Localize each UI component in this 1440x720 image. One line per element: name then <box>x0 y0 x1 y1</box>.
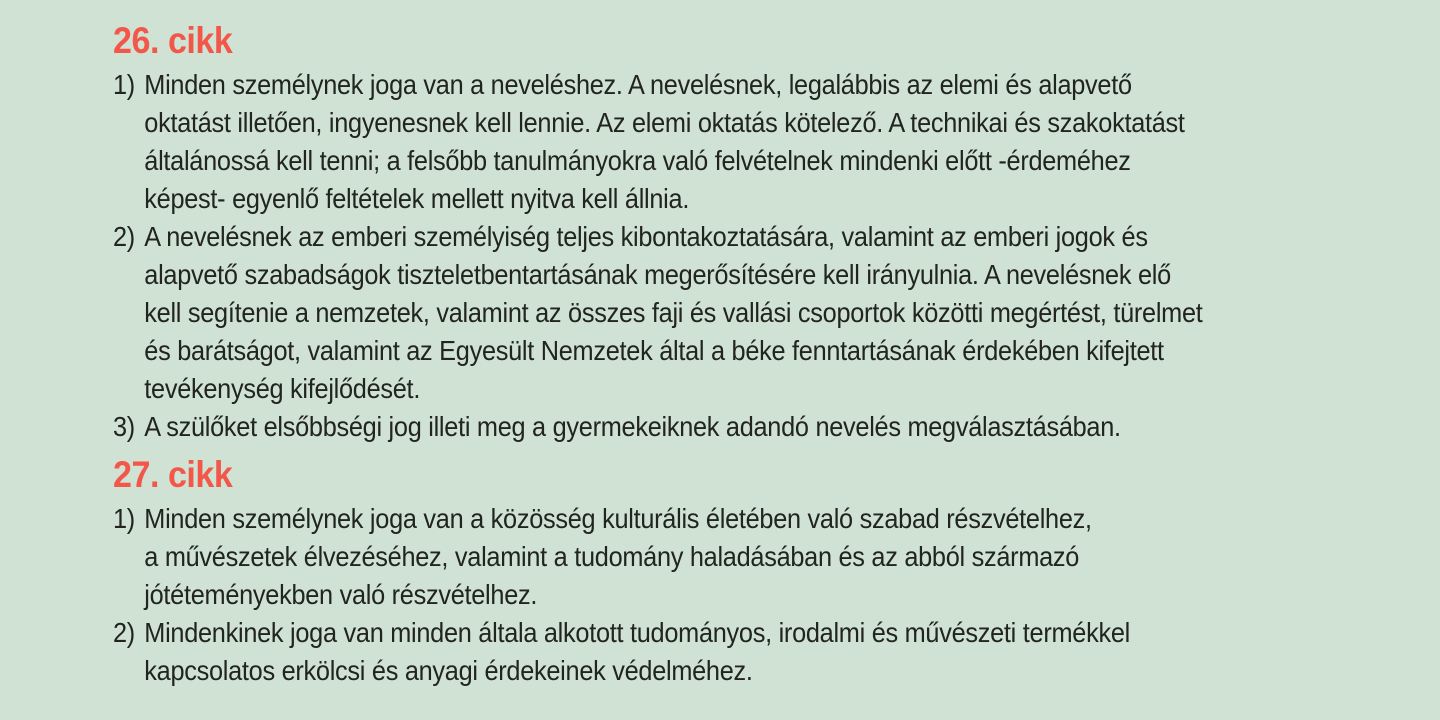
text-line: alapvető szabadságok tiszteletbentartásának megerősítésére kell irányulnia. A nevelésnek elő <box>144 259 1171 290</box>
text-line: általánossá kell tenni; a felsőbb tanulmányokra való felvételnek mindenki előtt -érdeméhez <box>144 145 1131 176</box>
article-item <box>113 66 1440 218</box>
item-number: 2) <box>113 617 135 648</box>
item-number: 1) <box>113 503 135 534</box>
text-line: a művészetek élvezéséhez, valamint a tudomány haladásában és az abból származó <box>144 541 1080 572</box>
text-line: kell segítenie a nemzetek, valamint az összes faji és vallási csoportok közötti megértést, türelmet <box>144 297 1203 328</box>
article-item <box>113 218 1440 408</box>
text-line: A nevelésnek az emberi személyiség teljes kibontakoztatására, valamint az emberi jogok és <box>144 221 1148 252</box>
text-line: A szülőket elsőbbségi jog illeti meg a gyermekeiknek adandó nevelés megválasztásában. <box>144 411 1121 442</box>
text-line: Minden személynek joga van a közösség kulturális életében való szabad részvételhez, <box>144 503 1092 534</box>
text-line: és barátságot, valamint az Egyesült Nemzetek által a béke fenntartásának érdekében kifejtett <box>144 335 1164 366</box>
article-heading: 26. cikk <box>113 20 233 61</box>
text-line: képest- egyenlő feltételek mellett nyitva kell állnia. <box>144 183 690 214</box>
article-item <box>113 408 1440 446</box>
text-line: Minden személynek joga van a neveléshez. A nevelésnek, legalábbis az elemi és alapvető <box>144 69 1132 100</box>
item-number: 2) <box>113 221 135 252</box>
text-line: oktatást illetően, ingyenesnek kell lennie. Az elemi oktatás kötelező. A technikai és szakoktatást <box>144 107 1185 138</box>
articles-container <box>113 20 1440 690</box>
item-number: 3) <box>113 411 135 442</box>
article-item <box>113 614 1440 690</box>
item-number: 1) <box>113 69 135 100</box>
article-item <box>113 500 1440 614</box>
text-line: tevékenység kifejlődését. <box>144 373 421 404</box>
text-line: jótéteményekben való részvételhez. <box>144 579 538 610</box>
text-line: kapcsolatos erkölcsi és anyagi érdekeinek védelméhez. <box>144 655 753 686</box>
article-heading: 27. cikk <box>113 454 233 495</box>
text-line: Mindenkinek joga van minden általa alkotott tudományos, irodalmi és művészeti termékkel <box>144 617 1130 648</box>
